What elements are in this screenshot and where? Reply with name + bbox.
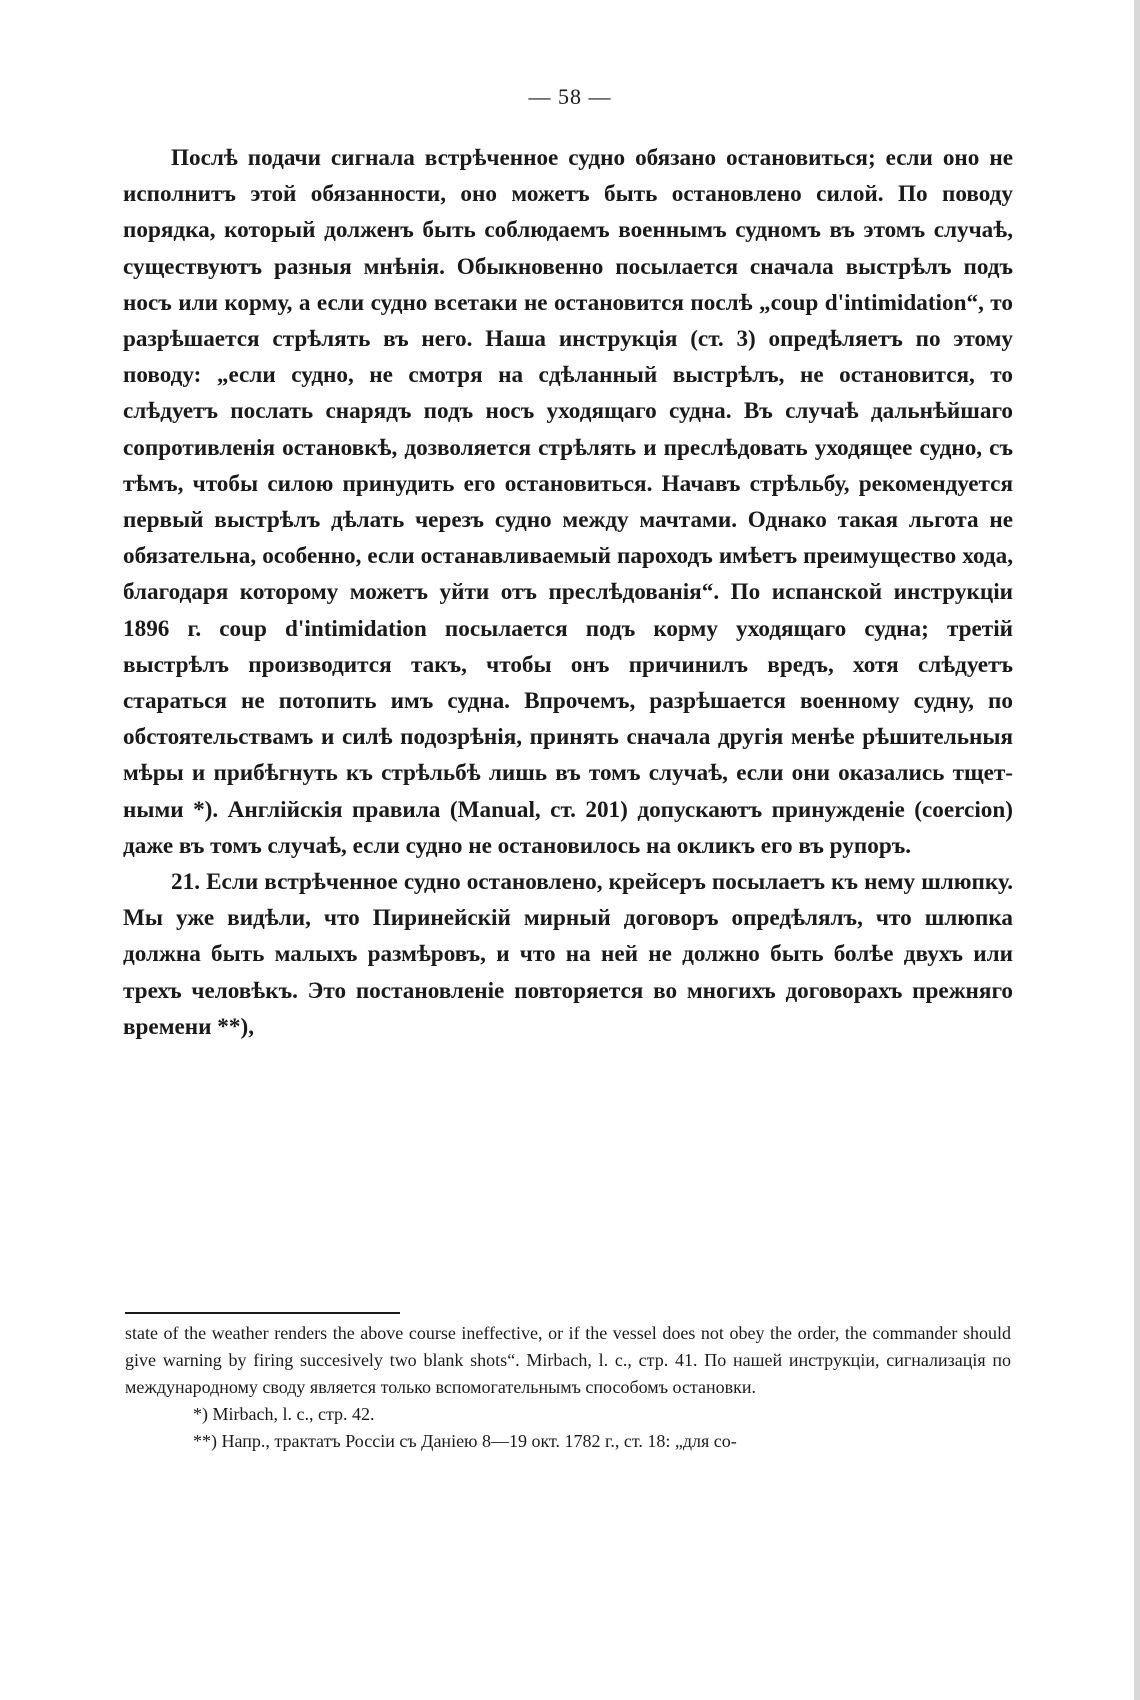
footnote: **) Напр., трактатъ Россіи съ Даніею 8—19 окт. 1782 г., ст. 18: „для со-: [193, 1431, 737, 1451]
page-number: — 58 —: [528, 84, 612, 109]
footnotes: [125, 1320, 1011, 1455]
footnote: *) Mirbach, l. c., стр. 42.: [193, 1404, 375, 1424]
body-text: [123, 140, 1013, 1045]
paragraph: 21. Если встрѣченное судно остановлено, крейсеръ посылаетъ къ нему шлюпку. Мы уже видѣли, что Пиринейскій мирный договоръ опредѣлялъ, что шлюпка должна быть малыхъ размѣровъ, и что на ней не должно быть болѣе двухъ или трехъ человѣкъ. Это постановленіе повторяется во многихъ договорахъ прежняго времени **),: [123, 869, 1013, 1040]
footnote-separator: [125, 1312, 400, 1314]
paragraph: Послѣ подачи сигнала встрѣченное судно обязано остановиться; если оно не исполнитъ этой обязанности, оно можетъ быть остановлено силой. По поводу порядка, который долженъ быть соблюдаемъ военнымъ судномъ въ этомъ случаѣ, существуютъ разныя мнѣнія. Обыкновенно посылается сначала выстрѣлъ подъ носъ или корму, а если судно всетаки не остановится послѣ „coup d'intimidation“, то разрѣшается стрѣлять въ него. Наша инструкція (ст. 3) опредѣляетъ по этому поводу: „если судно, не смотря на сдѣланный выстрѣлъ, не остановится, то слѣдуетъ послать снарядъ подъ носъ уходящаго судна. Въ случаѣ дальнѣйшаго сопротивленія остановкѣ, дозволяется стрѣлять и преслѣдовать уходящее судно, съ тѣмъ, чтобы силою принудить его остановиться. Начавъ стрѣльбу, рекомендуется первый выстрѣлъ дѣлать черезъ судно между мачтами. Однако такая льгота не обязательна, особенно, если останавливаемый пароходъ имѣетъ преимущество хода, благодаря которому можетъ уйти отъ преслѣдованія“. По испанской инструкціи 1896 г. coup d'intimidation посылается подъ корму уходящаго судна; третій выстрѣлъ производится такъ, чтобы онъ причинилъ вредъ, хотя слѣдуетъ стараться не потопить имъ судна. Впрочемъ, разрѣшается военному судну, по обстоятельствамъ и силѣ подозрѣнія, принять сначала другія менѣе рѣшительныя мѣры и прибѣгнуть къ стрѣльбѣ лишь въ томъ случаѣ, если они оказались тщетными *). Англійскія правила (Manual, ст. 201) допускаютъ принужденіе (coercion) даже въ томъ случаѣ, если судно не остановилось на окликъ его въ рупоръ.: [123, 145, 1013, 859]
page-edge: [1134, 0, 1140, 1700]
footnote-continuation: state of the weather renders the above course ineffective, or if the vessel does not obey the order, the commander should give warning by firing succesively two blank shots“. Mirbach, l. c., стр. 41. По нашей инструкціи, сигнализація по международному своду является только вспомогательнымъ способомъ остановки.: [125, 1323, 1011, 1397]
